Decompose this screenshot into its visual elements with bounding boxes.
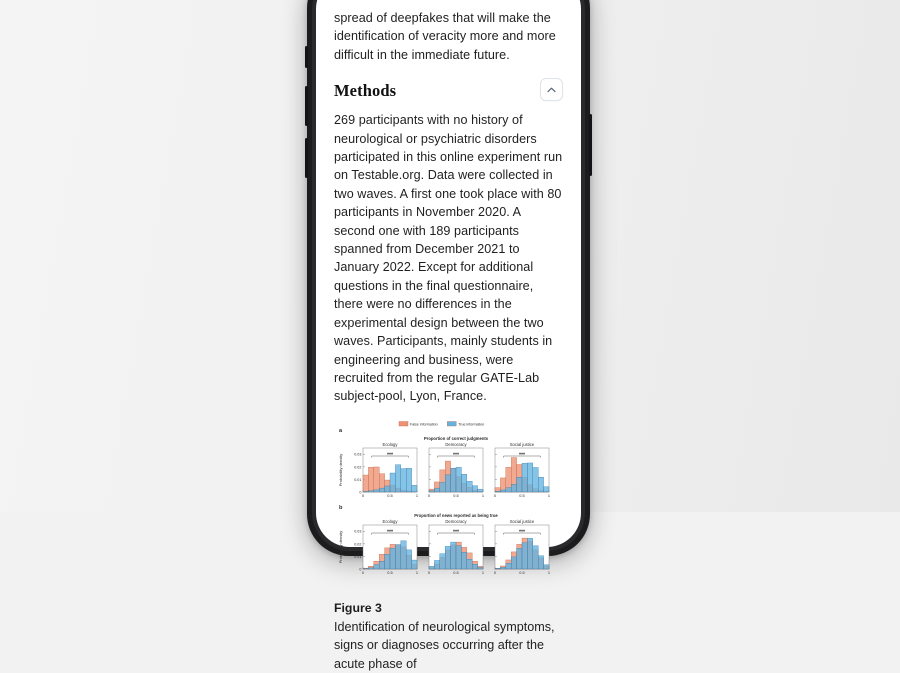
histogram-bar xyxy=(412,560,417,569)
x-tick-label: 1 xyxy=(482,570,484,575)
histogram-bar xyxy=(451,468,456,492)
chart-legend xyxy=(399,421,484,426)
histogram-bar xyxy=(461,552,466,569)
x-tick-label: 0 xyxy=(494,570,497,575)
histogram-bar xyxy=(506,563,511,569)
subplot-social-justice xyxy=(494,442,550,498)
silent-switch-button[interactable] xyxy=(305,46,308,68)
x-tick-label: 0.5 xyxy=(453,493,458,498)
histogram-bar xyxy=(368,490,373,491)
x-tick-label: 0 xyxy=(428,570,431,575)
subplot-democracy xyxy=(428,442,484,498)
histogram-bar xyxy=(445,474,450,491)
x-tick-label: 0.5 xyxy=(519,570,524,575)
chart-panel-a xyxy=(338,428,550,498)
histogram-bar xyxy=(517,477,522,492)
phone-bezel xyxy=(312,0,585,551)
histogram-bar xyxy=(401,541,406,569)
histogram-bar xyxy=(451,542,456,569)
histogram-bar xyxy=(374,490,379,492)
figure-container xyxy=(334,420,563,590)
histogram-bar xyxy=(401,468,406,491)
y-tick-label: 0 xyxy=(359,567,361,571)
significance-annotation: *** xyxy=(387,529,394,535)
intro-paragraph: spread of deepfakes that will make the identification of veracity more and more difficult in the immediate future. xyxy=(334,9,563,64)
subplot-title: Ecology xyxy=(383,519,399,524)
histogram-bar xyxy=(467,481,472,492)
histogram-bar xyxy=(495,491,500,492)
histogram-bar xyxy=(390,473,395,492)
histogram-bar xyxy=(379,561,384,569)
histogram-bar xyxy=(368,567,373,568)
histogram-bar xyxy=(363,491,368,492)
volume-up-button[interactable] xyxy=(305,86,308,126)
x-tick-label: 1 xyxy=(482,493,484,498)
section-header-row xyxy=(334,78,563,101)
collapse-section-button[interactable] xyxy=(540,78,563,101)
phone-screen[interactable] xyxy=(316,0,581,547)
figure-caption xyxy=(334,600,563,673)
x-tick-label: 1 xyxy=(416,493,418,498)
y-tick-label: 0.03 xyxy=(354,452,361,456)
legend-swatch xyxy=(399,421,408,426)
volume-down-button[interactable] xyxy=(305,138,308,178)
histogram-bar xyxy=(544,486,549,491)
significance-annotation: *** xyxy=(453,452,460,458)
histogram-bar xyxy=(434,560,439,569)
significance-annotation: *** xyxy=(387,452,394,458)
histogram-bar xyxy=(527,463,532,492)
histogram-bar xyxy=(538,477,543,492)
x-tick-label: 0.5 xyxy=(387,570,392,575)
figure-caption-text: Identification of neurological symptoms, signs or diagnoses occurring after the acute phase of xyxy=(334,618,563,673)
subplot-title: Democracy xyxy=(445,442,467,447)
histogram-bar xyxy=(363,475,368,492)
histogram-bar xyxy=(533,545,538,568)
histogram-bar xyxy=(472,564,477,569)
histogram-bar xyxy=(500,490,505,492)
histogram-bar xyxy=(517,548,522,569)
subplot-title: Social justice xyxy=(510,519,535,524)
subplot-ecology xyxy=(354,442,418,498)
panel-title: Proportion of correct judgments xyxy=(424,436,489,441)
significance-annotation: *** xyxy=(453,529,460,535)
article-scroll-container[interactable] xyxy=(316,0,581,547)
subplot-social-justice xyxy=(494,519,550,575)
significance-annotation: *** xyxy=(519,529,526,535)
histogram-bar xyxy=(374,467,379,492)
legend-swatch xyxy=(447,421,456,426)
x-tick-label: 1 xyxy=(548,493,550,498)
histogram-bar xyxy=(440,553,445,568)
histogram-bar xyxy=(440,482,445,492)
page-title: Methods xyxy=(334,78,396,101)
subplot-title: Ecology xyxy=(383,442,399,447)
histogram-bar xyxy=(385,486,390,492)
histogram-bar xyxy=(456,545,461,568)
histogram-bar xyxy=(379,488,384,492)
y-tick-label: 0.02 xyxy=(354,465,361,469)
panel-title: Proportion of news reported as being true xyxy=(414,513,498,518)
histogram-bar xyxy=(456,467,461,492)
x-tick-label: 0.5 xyxy=(387,493,392,498)
histogram-bar xyxy=(478,567,483,569)
x-tick-label: 0 xyxy=(362,570,365,575)
histogram-bar xyxy=(511,557,516,569)
scroll-spacer xyxy=(334,0,563,9)
histogram-bar xyxy=(511,484,516,492)
histogram-bar xyxy=(429,491,434,492)
y-tick-label: 0.01 xyxy=(354,478,361,482)
x-tick-label: 1 xyxy=(416,570,418,575)
histogram-bar xyxy=(390,548,395,569)
y-tick-label: 0 xyxy=(359,490,361,494)
histogram-bar xyxy=(472,485,477,491)
subplot-ecology xyxy=(354,519,418,575)
subplot-title: Democracy xyxy=(445,519,467,524)
phone-device-frame xyxy=(307,0,590,556)
x-tick-label: 0 xyxy=(428,493,431,498)
histogram-bar xyxy=(533,467,538,492)
histogram-bar xyxy=(434,488,439,492)
subplot-title: Social justice xyxy=(510,442,535,447)
y-tick-label: 0.01 xyxy=(354,555,361,559)
histogram-bar xyxy=(506,487,511,491)
histogram-bar xyxy=(544,564,549,568)
y-tick-label: 0.02 xyxy=(354,542,361,546)
histogram-bar xyxy=(461,474,466,492)
power-button[interactable] xyxy=(589,114,592,176)
histogram-bar xyxy=(385,554,390,569)
chart-panel-b xyxy=(338,505,550,575)
histogram-bar xyxy=(538,556,543,569)
histogram-figure-svg xyxy=(337,420,560,585)
histogram-bar xyxy=(395,544,400,568)
histogram-bar xyxy=(412,485,417,492)
legend-label: True information xyxy=(458,422,484,426)
x-tick-label: 0 xyxy=(362,493,365,498)
x-tick-label: 0.5 xyxy=(519,493,524,498)
histogram-bar xyxy=(406,468,411,492)
histogram-bar xyxy=(478,489,483,492)
histogram-bar xyxy=(522,463,527,492)
y-axis-label: Probability density xyxy=(338,453,343,485)
histogram-bar xyxy=(395,464,400,491)
panel-letter: a xyxy=(339,428,343,434)
histogram-bar xyxy=(445,546,450,569)
x-tick-label: 1 xyxy=(548,570,550,575)
figure-3-image xyxy=(337,420,560,590)
histogram-bar xyxy=(429,566,434,569)
histogram-bar xyxy=(500,567,505,569)
histogram-bar xyxy=(527,538,532,569)
methods-body-paragraph: 269 participants with no history of neurological or psychiatric disorders participated in this online experiment run on Testable.org. Data were collected in two waves. A first one took place with 80 participants in November 2020. A second one with 189 participants spanned from December 2021 to January 2022. Except for additional questions in the final questionnaire, there were no differences in the experimental design between the two waves. Participants, mainly students in engineering and business, were recruited from the regular GATE-Lab subject-pool, Lyon, France. xyxy=(334,111,563,406)
x-tick-label: 0 xyxy=(494,493,497,498)
histogram-bar xyxy=(406,550,411,569)
histogram-bar xyxy=(522,543,527,569)
panel-letter: b xyxy=(339,505,343,511)
x-tick-label: 0.5 xyxy=(453,570,458,575)
histogram-bar xyxy=(495,568,500,569)
significance-annotation: *** xyxy=(519,452,526,458)
figure-label: Figure 3 xyxy=(334,600,563,617)
y-axis-label: Probability density xyxy=(338,530,343,562)
histogram-bar xyxy=(467,559,472,569)
subplot-democracy xyxy=(428,519,484,575)
chevron-up-icon xyxy=(547,87,556,93)
histogram-bar xyxy=(368,467,373,492)
y-tick-label: 0.03 xyxy=(354,529,361,533)
legend-label: False information xyxy=(410,422,438,426)
histogram-bar xyxy=(374,564,379,568)
